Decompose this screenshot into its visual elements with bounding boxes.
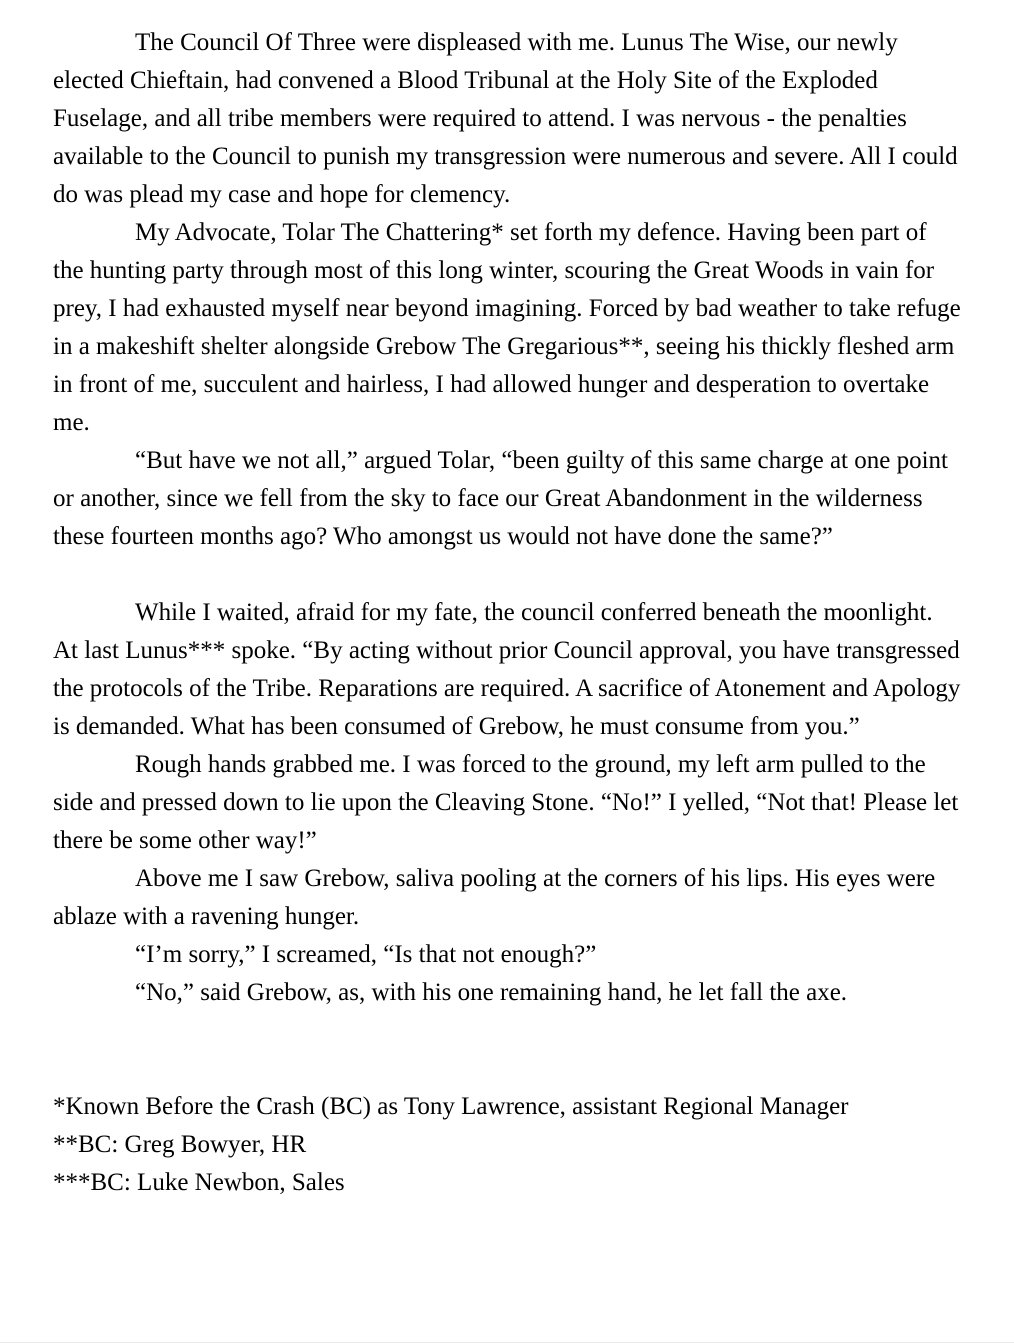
- footnotes-block: [53, 1088, 962, 1202]
- footnote-line: **BC: Greg Bowyer, HR: [53, 1131, 307, 1158]
- footnote-line: ***BC: Luke Newbon, Sales: [53, 1169, 345, 1196]
- footnote-line: *Known Before the Crash (BC) as Tony Lawrence, assistant Regional Manager: [53, 1093, 849, 1120]
- story-paragraph: Above me I saw Grebow, saliva pooling at the corners of his lips. His eyes were ablaze with a ravening hunger.: [53, 865, 936, 930]
- page-bottom-edge-line: [0, 1342, 1014, 1343]
- story-body: [53, 24, 962, 1012]
- story-paragraph: “No,” said Grebow, as, with his one remaining hand, he let fall the axe.: [135, 979, 848, 1006]
- story-paragraph: The Council Of Three were displeased with me. Lunus The Wise, our newly elected Chieftain, had convened a Blood Tribunal at the Holy Site of the Exploded Fuselage, and all tribe members were required to attend. I was nervous - the penalties available to the Council to punish my transgression were numerous and severe. All I could do was plead my case and hope for clemency.: [53, 29, 958, 208]
- story-paragraph: Rough hands grabbed me. I was forced to the ground, my left arm pulled to the side and pressed down to lie upon the Cleaving Stone. “No!” I yelled, “Not that! Please let there be some other way!”: [53, 751, 959, 854]
- story-paragraph: While I waited, afraid for my fate, the council conferred beneath the moonlight. At last Lunus*** spoke. “By acting without prior Council approval, you have transgressed the protocols of the Tribe. Reparations are required. A sacrifice of Atonement and Apology is demanded. What has been consumed of Grebow, he must consume from you.”: [53, 599, 961, 740]
- story-paragraph: “But have we not all,” argued Tolar, “been guilty of this same charge at one point or another, since we fell from the sky to face our Great Abandonment in the wilderness these fourteen months ago? Who amongst us would not have done the same?”: [53, 447, 948, 550]
- story-paragraph: My Advocate, Tolar The Chattering* set forth my defence. Having been part of the hunting party through most of this long winter, scouring the Great Woods in vain for prey, I had exhausted myself near beyond imagining. Forced by bad weather to take refuge in a makeshift shelter alongside Grebow The Gregarious**, seeing his thickly fleshed arm in front of me, succulent and hairless, I had allowed hunger and desperation to overtake me.: [53, 219, 961, 436]
- story-paragraph: “I’m sorry,” I screamed, “Is that not enough?”: [135, 941, 597, 968]
